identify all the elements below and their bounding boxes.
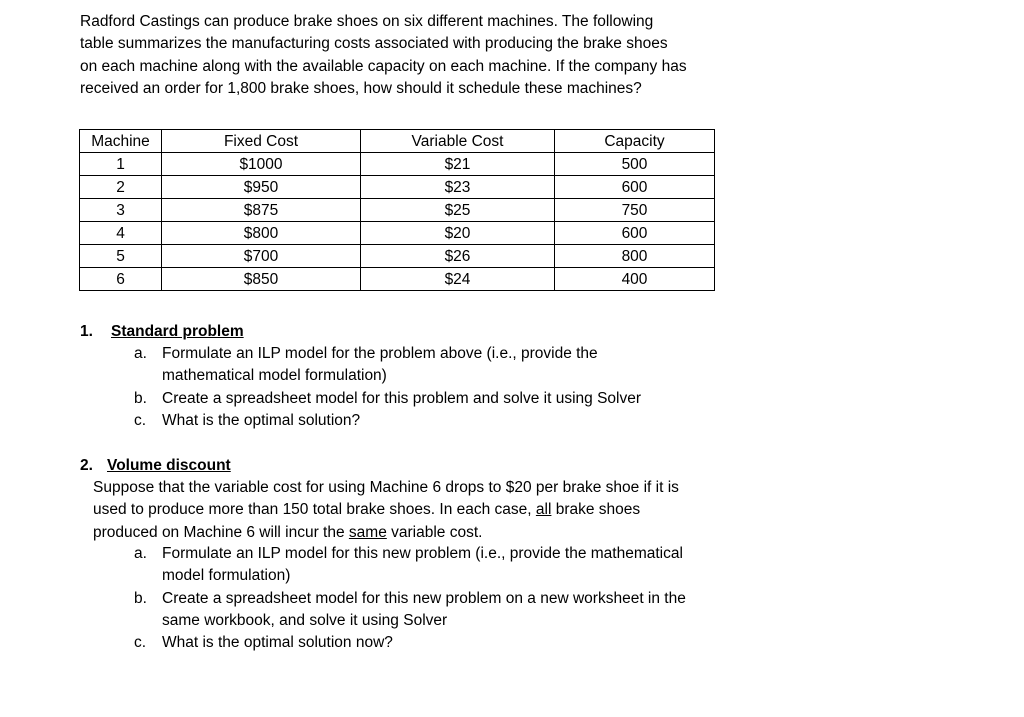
cell-machine: 1 bbox=[80, 153, 162, 176]
item-letter: a. bbox=[134, 345, 147, 362]
cell-variable-cost: $25 bbox=[361, 199, 555, 222]
header-fixed-cost: Fixed Cost bbox=[162, 130, 361, 153]
cell-machine: 5 bbox=[80, 245, 162, 268]
cell-capacity: 600 bbox=[555, 176, 715, 199]
cell-variable-cost: $20 bbox=[361, 222, 555, 245]
intro-paragraph bbox=[80, 11, 760, 100]
intro-line: Radford Castings can produce brake shoes on six different machines. The following bbox=[80, 13, 654, 30]
cell-capacity: 400 bbox=[555, 268, 715, 291]
item-letter: c. bbox=[134, 412, 147, 429]
item-line: model formulation) bbox=[162, 567, 291, 585]
item-line: same workbook, and solve it using Solver bbox=[162, 612, 448, 630]
item-letter: b. bbox=[134, 390, 147, 407]
cell-machine: 4 bbox=[80, 222, 162, 245]
underlined-word: same bbox=[348, 523, 387, 541]
paragraph-line bbox=[93, 499, 773, 521]
header-variable-cost: Variable Cost bbox=[361, 130, 555, 153]
cell-capacity: 600 bbox=[555, 222, 715, 245]
item-text bbox=[162, 410, 360, 432]
cell-fixed-cost: $850 bbox=[162, 268, 361, 291]
question-2-title: Volume discount bbox=[107, 457, 231, 474]
header-machine: Machine bbox=[80, 130, 162, 153]
paragraph-line: Suppose that the variable cost for using Machine 6 drops to $20 per brake shoe if it is bbox=[93, 479, 679, 496]
item-letter: a. bbox=[134, 545, 147, 562]
question-2-paragraph bbox=[93, 477, 773, 544]
paragraph-text: produced on Machine 6 will incur the bbox=[93, 523, 349, 541]
underlined-word: all bbox=[535, 501, 552, 519]
question-2-number: 2. bbox=[80, 457, 93, 474]
cell-fixed-cost: $1000 bbox=[162, 153, 361, 176]
cell-capacity: 750 bbox=[555, 199, 715, 222]
cell-fixed-cost: $800 bbox=[162, 222, 361, 245]
item-text bbox=[162, 543, 683, 588]
item-text bbox=[162, 343, 598, 388]
question-1-title: Standard problem bbox=[111, 323, 244, 340]
cell-variable-cost: $21 bbox=[361, 153, 555, 176]
item-letter: c. bbox=[134, 634, 147, 651]
table-row bbox=[80, 268, 715, 291]
cell-fixed-cost: $875 bbox=[162, 199, 361, 222]
table-row bbox=[80, 153, 715, 176]
question-1-heading bbox=[80, 321, 244, 343]
intro-line: table summarizes the manufacturing costs associated with producing the brake shoes bbox=[80, 35, 668, 53]
table-header-row bbox=[80, 130, 715, 153]
cell-machine: 6 bbox=[80, 268, 162, 291]
item-line: What is the optimal solution? bbox=[162, 412, 361, 429]
item-line: What is the optimal solution now? bbox=[162, 634, 393, 651]
cell-machine: 3 bbox=[80, 199, 162, 222]
item-text bbox=[162, 388, 641, 410]
cell-fixed-cost: $700 bbox=[162, 245, 361, 268]
cell-capacity: 500 bbox=[555, 153, 715, 176]
intro-line: on each machine along with the available capacity on each machine. If the company has bbox=[80, 57, 687, 75]
question-1-number: 1. bbox=[80, 323, 93, 340]
cell-machine: 2 bbox=[80, 176, 162, 199]
item-letter: b. bbox=[134, 590, 147, 607]
table-row bbox=[80, 176, 715, 199]
item-line: Formulate an ILP model for the problem above (i.e., provide the bbox=[162, 345, 598, 362]
question-2-heading bbox=[80, 455, 231, 477]
paragraph-text: used to produce more than 150 total brake shoes. In each case, bbox=[93, 501, 536, 519]
item-text bbox=[162, 632, 393, 654]
cell-fixed-cost: $950 bbox=[162, 176, 361, 199]
paragraph-line bbox=[93, 522, 773, 544]
cell-variable-cost: $24 bbox=[361, 268, 555, 291]
item-line: mathematical model formulation) bbox=[162, 367, 387, 385]
table-row bbox=[80, 199, 715, 222]
cell-variable-cost: $26 bbox=[361, 245, 555, 268]
paragraph-text: variable cost. bbox=[386, 523, 483, 541]
table-row bbox=[80, 245, 715, 268]
paragraph-text: brake shoes bbox=[551, 501, 641, 519]
cell-capacity: 800 bbox=[555, 245, 715, 268]
machine-cost-table bbox=[79, 129, 715, 291]
item-line: Create a spreadsheet model for this new problem on a new worksheet in the bbox=[162, 590, 686, 607]
cell-variable-cost: $23 bbox=[361, 176, 555, 199]
intro-line: received an order for 1,800 brake shoes, how should it schedule these machines? bbox=[80, 79, 642, 97]
item-line: Create a spreadsheet model for this problem and solve it using Solver bbox=[162, 390, 642, 407]
item-text bbox=[162, 588, 686, 633]
table-row bbox=[80, 222, 715, 245]
item-line: Formulate an ILP model for this new problem (i.e., provide the mathematical bbox=[162, 545, 683, 562]
header-capacity: Capacity bbox=[555, 130, 715, 153]
